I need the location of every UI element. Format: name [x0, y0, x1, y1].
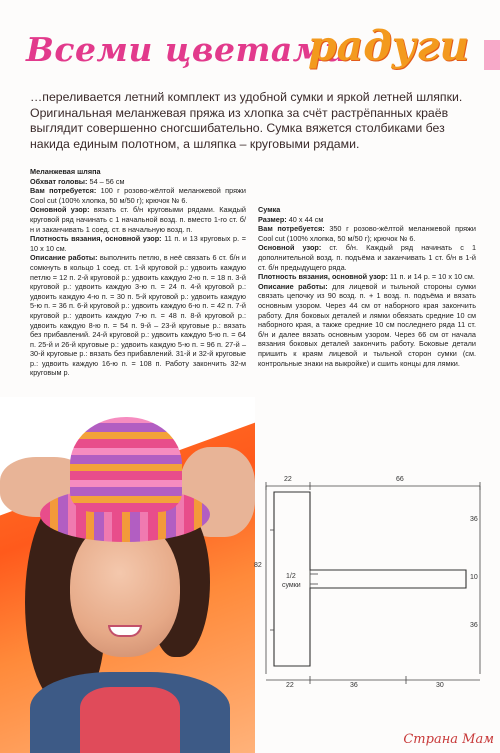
page-edge-marker [484, 40, 500, 70]
hat-instructions [30, 167, 246, 378]
bag-size-label: Размер: [258, 214, 287, 224]
hat-desc-label: Описание работы: [30, 253, 98, 263]
dim-bottom-mid: 36 [350, 682, 358, 689]
hat-gauge-label: Плотность вязания, основной узор: [30, 234, 162, 244]
hat-pattern-value: вязать ст. б/н круговыми рядами. Каждый круговой ряд начинать с 1 начальной возд. п. вместо 1-го ст. б/н и заканчивать 1 соед. ст. в начальную возд. п. [30, 205, 246, 234]
lead-paragraph: …переливается летний комплект из удобной сумки и яркой летней шляпки. Оригинальная меланжевая пряжа из хлопка за счёт растрёпанных краёв выглядит совершенно сногсшибательно. Сумка вяжется столбиками без накида единым полотном, а шляпка – круговыми рядами. [30, 90, 463, 151]
hat-materials-label: Вам потребуется: [30, 186, 97, 196]
dim-left-height: 82 [254, 562, 262, 569]
article-title [18, 22, 488, 82]
title-accent: радуги [308, 22, 470, 70]
hat-gauge-value: 11 п. и 13 круговых р. = 10 х 10 см. [30, 234, 246, 253]
hat-materials-value: 100 г розово-жёлтой меланжевой пряжи Cool cut (100% хлопка, 50 м/50 г); крючок № 6. [30, 186, 246, 205]
bag-pattern-label: Основной узор: [258, 243, 322, 253]
hat-pattern-label: Основной узор: [30, 205, 90, 215]
diagram-center-label-fraction: 1/2 [286, 573, 296, 580]
site-watermark: Страна Мам [403, 732, 494, 747]
dim-right-mid: 10 [470, 574, 478, 581]
bag-desc-label: Описание работы: [258, 281, 328, 291]
dim-bottom-right: 30 [436, 682, 444, 689]
dim-right-top: 36 [470, 516, 478, 523]
bag-instructions [258, 167, 476, 368]
dim-top-right: 66 [396, 476, 404, 483]
pattern-outline [256, 470, 488, 710]
hat-section-title: Меланжевая шляпа [30, 167, 101, 176]
bag-desc-value: для лицевой и тыльной стороны сумки связать цепочку из 90 возд. п. + 1 возд. п. подъёма и вязать основным узором. Через 44 см от наборного края закончить работу. Для боковых деталей и лямки обвязать средние 10 см наборного края, а также средние 10 см последнего ряда 11 ст. б/н и далее вязать основным узором. Через 66 см от начала вязания боковых деталей закончить работу. Боковые детали пришить к краям лицевой и тыльной сторон сумки (см. контрольные знаки на выкройке) и сшить концы для лямки. [258, 281, 476, 368]
bag-size-value: 40 х 44 см [286, 214, 324, 224]
dim-top-left: 22 [284, 476, 292, 483]
dim-right-bottom: 36 [470, 622, 478, 629]
hat-crown [70, 417, 182, 512]
column-spacer [258, 167, 476, 205]
bag-materials-label: Вам потребуется: [258, 224, 325, 234]
bag-pattern-value: ст. б/н. Каждый ряд начинать с 1 дополнительной возд. п. подъёма и заканчивать 1 ст. б/н в 1-й ст. б/н предыдущего ряда. [258, 243, 477, 272]
bag-pattern-diagram [256, 470, 488, 710]
bag-gauge-value: 11 п. и 14 р. = 10 х 10 см. [387, 272, 475, 282]
hat-desc-value: выполнить петлю, в неё связать 6 ст. б/н и сомкнуть в кольцо 1 соед. ст. 1-й круговой р.: удвоить каждую петлю = 12 п. 2-й круговой р.: удвоить каждую 2-ю п. = 18 п. 3-й круговой р.: удвоить каждую 3-ю п. = 24 п. 4-й круговой р.: удвоить каждую 4-ю п. = 30 п. 5-й круговой р.: удвоить каждую 5-ю п. = 36 п. 6-й круговой р.: удвоить каждую 6-ю п. = 42 п. 7-й круговой р.: удвоить каждую 7-ю п. = 48 п. 8-й круговой р.: удвоить каждую 8-ю п. = 54 п. 9-й – 23-й круговые р.: вязать без прибавлений. 24-й круговой р.: удвоить каждую 5-ю п. = 64 п. 25-й и 26-й круговые р.: удвоить каждую 5-ю п. = 96 п. 27-й – 30-й круговые р.: вязать без прибавлений. 31-й и 32-й круговые р.: удвоить каждую 16-ю п. = 108 п. Работу закончить 32-м круговым р. [30, 253, 246, 378]
diagram-center-label-text: сумки [282, 582, 301, 589]
bag-section-title: Сумка [258, 205, 281, 214]
model-photo [0, 397, 255, 753]
hat-size-value: 54 – 56 см [87, 176, 125, 186]
hat-size-label: Обхват головы: [30, 176, 88, 186]
dim-bottom-left: 22 [286, 682, 294, 689]
title-main: Всеми цветами [26, 30, 350, 69]
bag-outline [274, 492, 466, 666]
bag-materials-value: 350 г розово-жёлтой меланжевой пряжи Cool cut (100% хлопка, 50 м/50 г); крючок № 6. [258, 224, 476, 243]
bag-gauge-label: Плотность вязания, основной узор: [258, 272, 388, 282]
model-red-top [80, 687, 180, 753]
